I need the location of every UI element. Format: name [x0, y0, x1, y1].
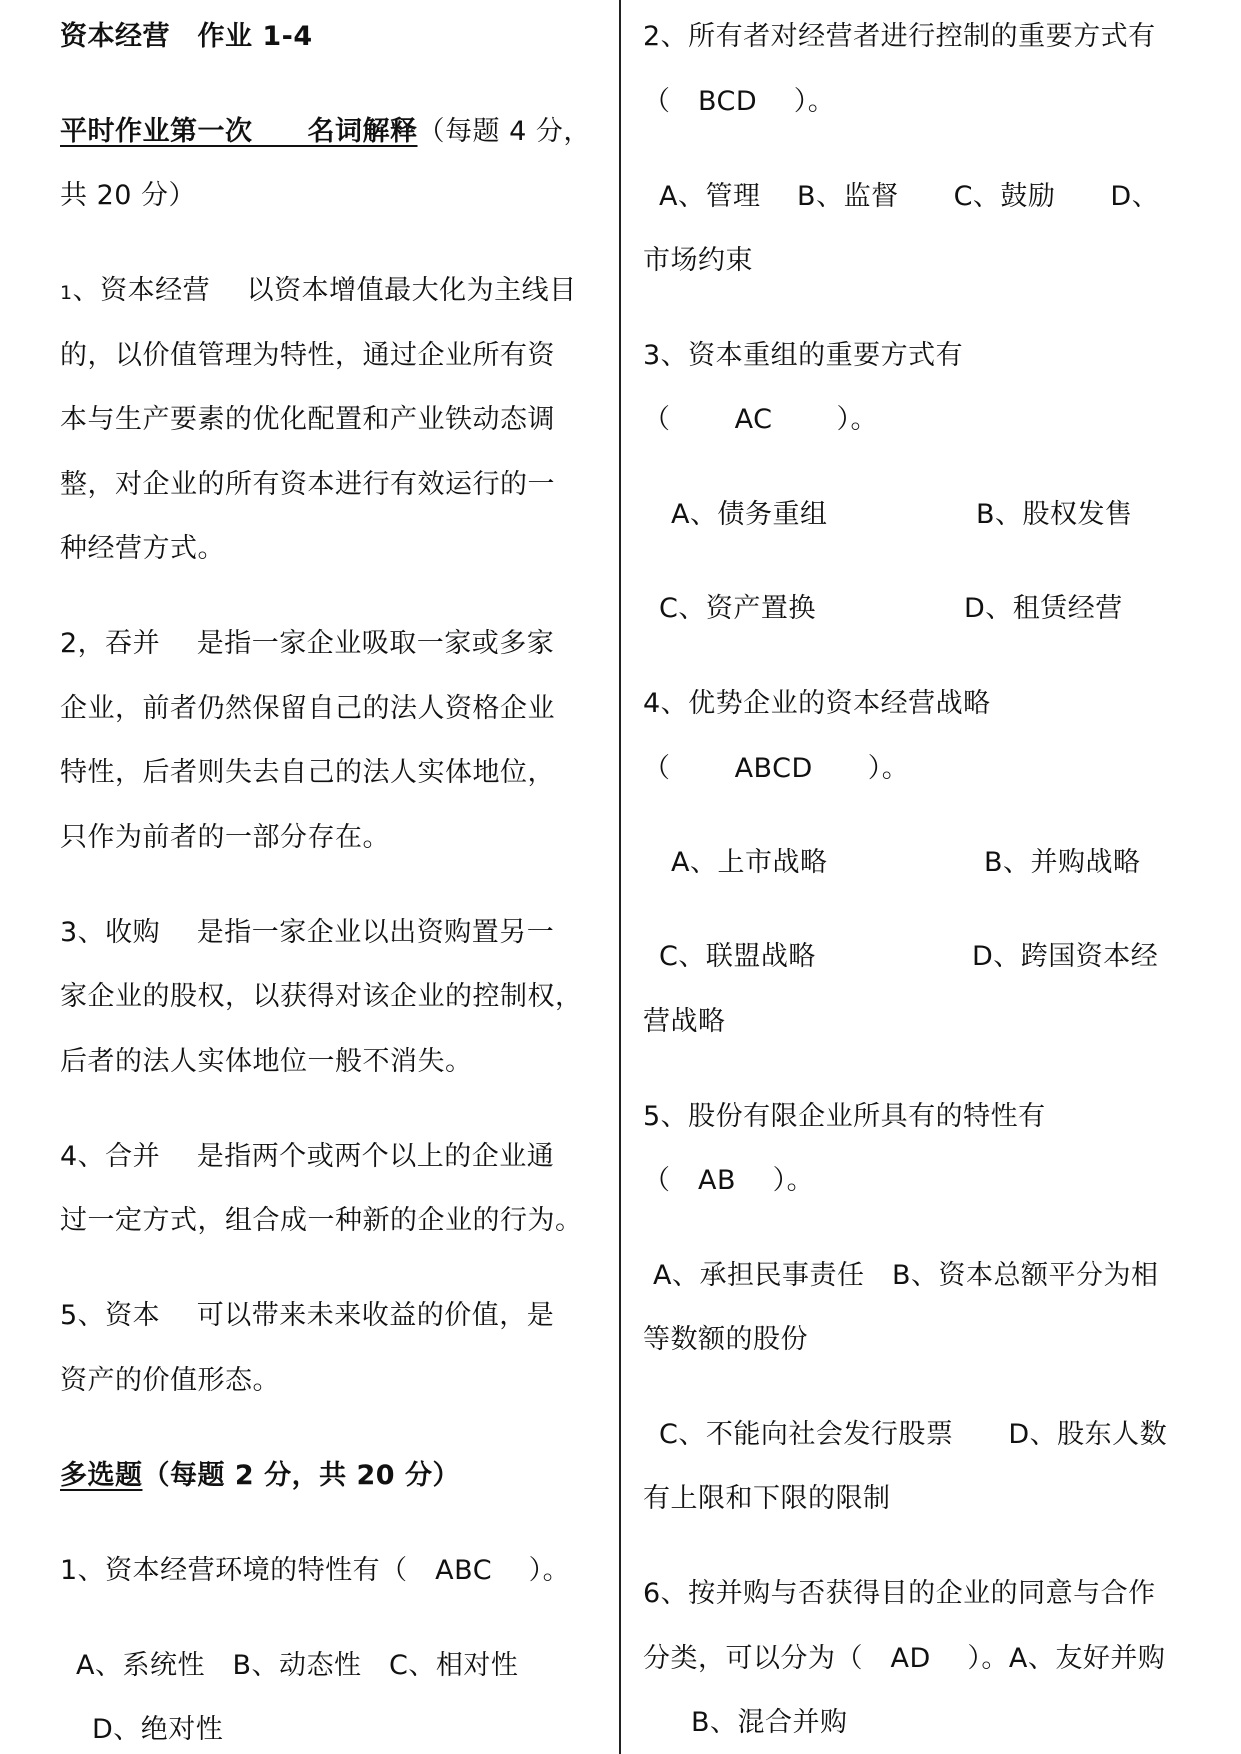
question-4-answer: （ ABCD ）。 — [643, 753, 910, 784]
term-5-line-2: 资产的价值形态。 — [60, 1365, 280, 1396]
question-1-stem: 1、资本经营环境的特性有（ ABC ）。 — [60, 1555, 571, 1586]
column-divider — [619, 0, 621, 1754]
question-4-stem: 4、优势企业的资本经营战略 — [643, 688, 991, 719]
question-6-option-b: B、混合并购 — [691, 1707, 848, 1738]
question-6-stem: 6、按并购与否获得目的企业的同意与合作 — [643, 1578, 1156, 1609]
term-2-line-3: 特性，后者则失去自己的法人实体地位， — [60, 757, 555, 788]
term-3-line-3: 后者的法人实体地位一般不消失。 — [60, 1046, 473, 1077]
question-5-options-cd-cont: 有上限和下限的限制 — [643, 1483, 891, 1514]
question-3-option-a: A、债务重组 — [671, 499, 828, 530]
question-4-option-d-cont: 营战略 — [643, 1006, 726, 1037]
term-1-line-4: 整，对企业的所有资本进行有效运行的一 — [60, 469, 555, 500]
section-title: 多选题 — [60, 1460, 143, 1491]
term-3-line-1: 3、收购 是指一家企业以出资购置另一 — [60, 917, 555, 948]
term-4-line-2: 过一定方式，组合成一种新的企业的行为。 — [60, 1205, 583, 1236]
term-2-line-4: 只作为前者的一部分存在。 — [60, 822, 390, 853]
question-1-options: A、系统性 B、动态性 C、相对性 — [76, 1650, 519, 1681]
term-2-line-1: 2，吞并 是指一家企业吸取一家或多家 — [60, 628, 555, 659]
section-points-cont: 共 20 分） — [60, 180, 197, 211]
section-points: （每题 2 分，共 20 分） — [142, 1460, 460, 1491]
question-5-stem: 5、股份有限企业所具有的特性有 — [643, 1101, 1046, 1132]
question-5-options-ab: A、承担民事责任 B、资本总额平分为相 — [653, 1260, 1159, 1291]
question-4-option-d: D、跨国资本经 — [972, 941, 1159, 972]
question-4-option-c: C、联盟战略 — [659, 941, 816, 972]
term-5-line-1: 5、资本 可以带来未来收益的价值，是 — [60, 1300, 555, 1331]
document-title: 资本经营 作业 1-4 — [60, 21, 313, 52]
question-3-option-b: B、股权发售 — [976, 499, 1133, 530]
question-5-options-cd: C、不能向社会发行股票 D、股东人数 — [659, 1419, 1168, 1450]
question-2-options-cont: 市场约束 — [643, 245, 753, 276]
section-title: 平时作业第一次 名词解释 — [60, 116, 418, 147]
question-5-options-ab-cont: 等数额的股份 — [643, 1324, 808, 1355]
question-2-options: A、管理 B、监督 C、鼓励 D、 — [659, 181, 1160, 212]
question-1-options-cont: D、绝对性 — [92, 1714, 224, 1745]
question-3-option-d: D、租赁经营 — [964, 593, 1123, 624]
term-2-line-2: 企业，前者仍然保留自己的法人资格企业 — [60, 693, 555, 724]
question-3-answer: （ AC ）。 — [643, 404, 879, 435]
term-3-line-2: 家企业的股权，以获得对该企业的控制权， — [60, 981, 583, 1012]
question-5-answer: （ AB ）。 — [643, 1165, 815, 1196]
question-2-stem: 2、所有者对经营者进行控制的重要方式有 — [643, 21, 1156, 52]
question-2-answer: （ BCD ）。 — [643, 86, 836, 117]
question-4-option-b: B、并购战略 — [984, 847, 1141, 878]
question-6-stem-cont: 分类，可以分为（ AD ）。A、友好并购 — [643, 1643, 1166, 1674]
section-heading-multiple-choice — [60, 1456, 460, 1496]
term-1-number: 1 — [60, 282, 73, 304]
section-heading-terms — [60, 112, 591, 152]
question-4-option-a: A、上市战略 — [671, 847, 828, 878]
question-3-stem: 3、资本重组的重要方式有 — [643, 340, 964, 371]
term-1-line-3: 本与生产要素的优化配置和产业铁动态调 — [60, 404, 555, 435]
section-points: （每题 4 分， — [417, 116, 591, 147]
term-1-line-5: 种经营方式。 — [60, 533, 225, 564]
term-4-line-1: 4、合并 是指两个或两个以上的企业通 — [60, 1141, 555, 1172]
term-1-line-2: 的，以价值管理为特性，通过企业所有资 — [60, 340, 555, 371]
question-3-option-c: C、资产置换 — [659, 593, 816, 624]
term-1-line-1: 1、资本经营 以资本增值最大化为主线目 — [60, 275, 577, 306]
